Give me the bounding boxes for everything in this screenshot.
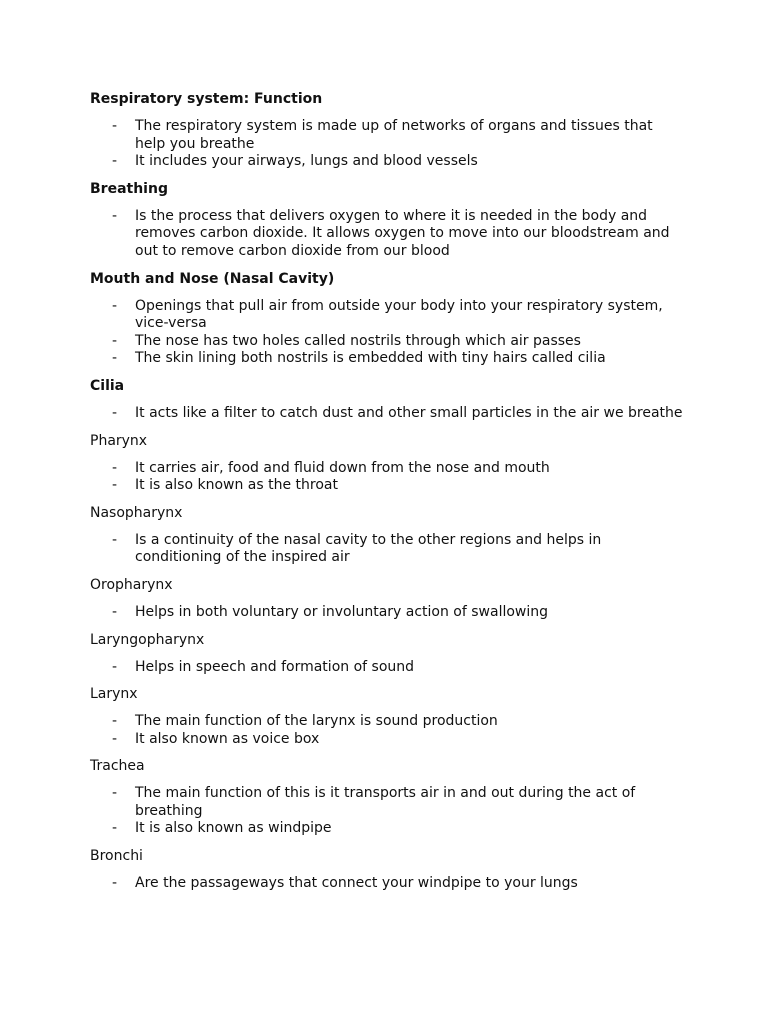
- list-item-text: It acts like a filter to catch dust and other small particles in the air we breathe: [135, 404, 683, 421]
- list-item: [90, 820, 690, 838]
- dash-bullet-icon: -: [112, 713, 118, 730]
- list-item-text: Is the process that delivers oxygen to where it is needed in the body and removes carbon dioxide. It allows oxygen to move into our bloodstream and out to remove carbon dioxide from our blood: [135, 207, 670, 259]
- list-item: [90, 208, 690, 261]
- section-heading: Breathing: [90, 180, 168, 197]
- document-body: [90, 90, 690, 902]
- dash-bullet-icon: -: [112, 875, 118, 892]
- section-nasopharynx: [90, 504, 690, 567]
- dash-bullet-icon: -: [112, 153, 118, 170]
- list-item: [90, 604, 690, 622]
- dash-bullet-icon: -: [112, 785, 118, 802]
- list-item-text: Are the passageways that connect your windpipe to your lungs: [135, 875, 578, 892]
- section-heading: Pharynx: [90, 432, 148, 449]
- bullet-list: [90, 298, 690, 368]
- dash-bullet-icon: -: [112, 118, 118, 134]
- section-heading: Mouth and Nose (Nasal Cavity): [90, 270, 335, 287]
- bullet-list: [90, 785, 690, 838]
- dash-bullet-icon: -: [112, 820, 118, 837]
- dash-bullet-icon: -: [112, 658, 118, 675]
- list-item-text: The nose has two holes called nostrils through which air passes: [135, 332, 581, 349]
- list-item-text: The skin lining both nostrils is embedded with tiny hairs called cilia: [135, 350, 606, 367]
- section-laryngopharynx: [90, 631, 690, 677]
- dash-bullet-icon: -: [112, 477, 118, 494]
- list-item-text: The respiratory system is made up of networks of organs and tissues that help you breathe: [135, 118, 653, 152]
- list-item: [90, 350, 690, 368]
- dash-bullet-icon: -: [112, 332, 118, 349]
- bullet-list: [90, 118, 690, 171]
- section-breathing: [90, 180, 690, 261]
- bullet-list: [90, 208, 690, 261]
- bullet-list: [90, 875, 690, 893]
- list-item: [90, 405, 690, 423]
- dash-bullet-icon: -: [112, 297, 118, 314]
- bullet-list: [90, 659, 690, 677]
- section-bronchi: [90, 847, 690, 893]
- bullet-list: [90, 532, 690, 567]
- list-item-text: Helps in speech and formation of sound: [135, 658, 415, 675]
- bullet-list: [90, 460, 690, 495]
- dash-bullet-icon: -: [112, 350, 118, 367]
- section-respiratory-system-function: [90, 90, 690, 171]
- dash-bullet-icon: -: [112, 603, 118, 620]
- list-item-text: The main function of this is it transports air in and out during the act of breathing: [135, 785, 636, 819]
- list-item: [90, 785, 690, 820]
- list-item: [90, 298, 690, 333]
- list-item: [90, 532, 690, 567]
- list-item: [90, 333, 690, 351]
- bullet-list: [90, 604, 690, 622]
- dash-bullet-icon: -: [112, 730, 118, 747]
- list-item: [90, 731, 690, 749]
- dash-bullet-icon: -: [112, 207, 118, 224]
- list-item-text: It is also known as the throat: [135, 477, 338, 494]
- bullet-list: [90, 713, 690, 748]
- list-item-text: It also known as voice box: [135, 730, 320, 747]
- section-pharynx: [90, 432, 690, 495]
- section-heading: Cilia: [90, 377, 125, 394]
- bullet-list: [90, 405, 690, 423]
- section-larynx: [90, 685, 690, 748]
- section-heading: Oropharynx: [90, 576, 173, 593]
- dash-bullet-icon: -: [112, 404, 118, 421]
- list-item: [90, 153, 690, 171]
- dash-bullet-icon: -: [112, 531, 118, 548]
- section-heading: Larynx: [90, 686, 138, 703]
- list-item: [90, 460, 690, 478]
- section-heading: Bronchi: [90, 848, 143, 865]
- list-item-text: Openings that pull air from outside your body into your respiratory system, vice-versa: [135, 297, 663, 332]
- list-item: [90, 118, 690, 153]
- section-cilia: [90, 377, 690, 423]
- list-item: [90, 713, 690, 731]
- list-item: [90, 659, 690, 677]
- section-heading: Respiratory system: Function: [90, 91, 323, 107]
- list-item-text: It carries air, food and fluid down from the nose and mouth: [135, 459, 550, 476]
- list-item: [90, 477, 690, 495]
- list-item-text: Is a continuity of the nasal cavity to the other regions and helps in conditioning of the inspired air: [135, 531, 602, 566]
- section-heading: Nasopharynx: [90, 504, 183, 521]
- list-item: [90, 875, 690, 893]
- dash-bullet-icon: -: [112, 459, 118, 476]
- section-heading: Trachea: [90, 758, 145, 775]
- list-item-text: It includes your airways, lungs and blood vessels: [135, 153, 478, 170]
- section-trachea: [90, 757, 690, 838]
- section-mouth-and-nose-nasal-cavity: [90, 270, 690, 368]
- list-item-text: It is also known as windpipe: [135, 820, 332, 837]
- list-item-text: Helps in both voluntary or involuntary action of swallowing: [135, 603, 549, 620]
- section-oropharynx: [90, 576, 690, 622]
- section-heading: Laryngopharynx: [90, 631, 205, 648]
- list-item-text: The main function of the larynx is sound production: [135, 713, 498, 730]
